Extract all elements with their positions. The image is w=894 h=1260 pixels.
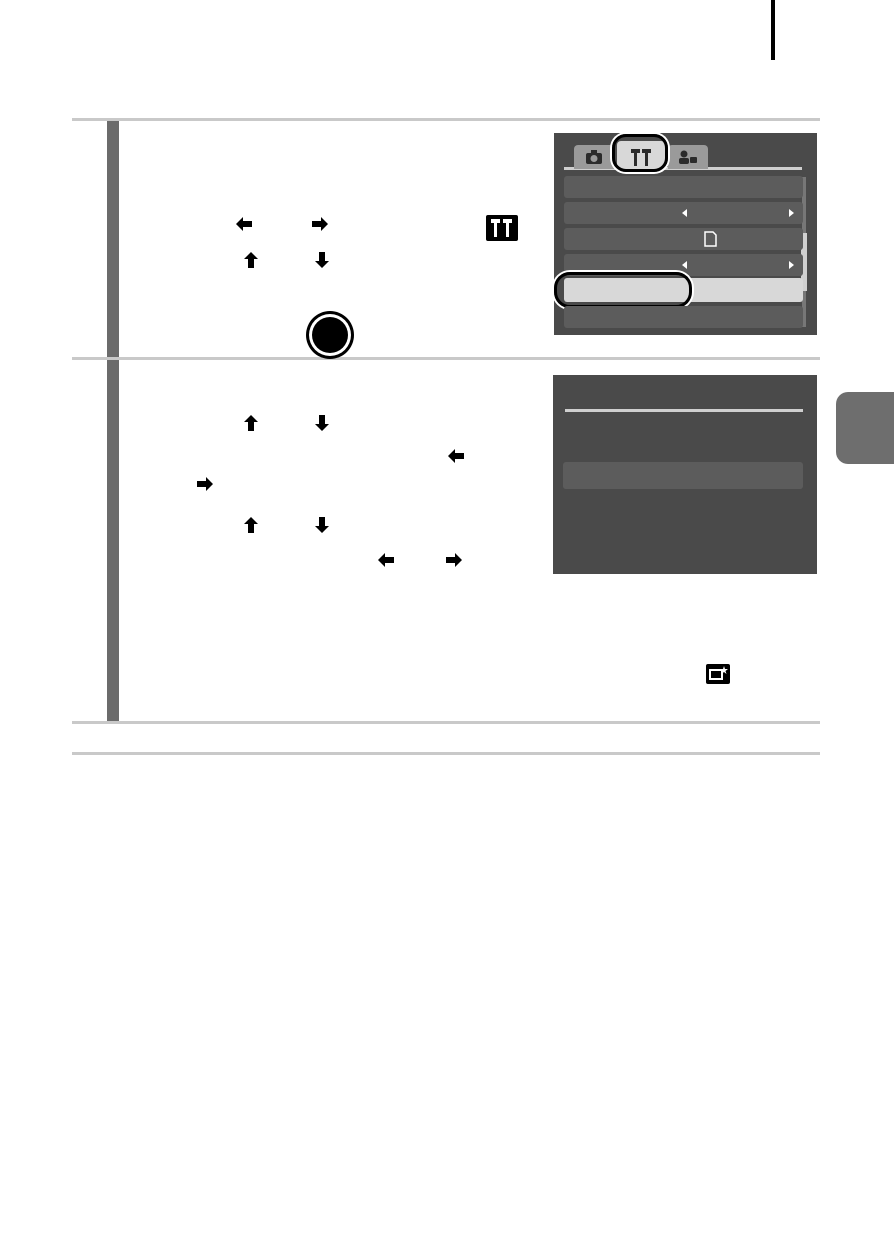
down-arrow-icon xyxy=(314,517,330,533)
up-arrow-icon xyxy=(243,252,259,268)
chapter-side-tab xyxy=(836,392,894,464)
func-set-button-icon xyxy=(306,311,354,359)
right-triangle-icon xyxy=(789,202,794,224)
right-arrow-icon xyxy=(197,476,213,492)
camera-tab[interactable] xyxy=(574,145,614,169)
up-arrow-icon xyxy=(243,517,259,533)
down-arrow-icon xyxy=(314,252,330,268)
camera-settings-screen xyxy=(554,133,817,335)
memory-card-icon xyxy=(704,231,717,247)
note-rule xyxy=(72,752,820,755)
menu-row-format[interactable] xyxy=(564,228,803,250)
right-triangle-icon xyxy=(789,254,794,276)
bottom-rule xyxy=(72,721,820,724)
page-edge-marker xyxy=(771,0,775,60)
create-folder-screen xyxy=(553,375,817,574)
auto-create-setting-visible[interactable] xyxy=(563,467,803,489)
left-arrow-icon xyxy=(378,552,394,568)
right-arrow-icon xyxy=(312,216,328,232)
up-arrow-icon xyxy=(243,415,259,431)
my-camera-tab[interactable] xyxy=(668,145,708,169)
left-arrow-icon xyxy=(236,216,252,232)
camera-tab-icon xyxy=(585,149,603,165)
top-rule xyxy=(72,118,820,121)
settings-tab-highlight xyxy=(612,134,668,172)
step-2-bar xyxy=(107,360,119,721)
menu-row-clock-display[interactable] xyxy=(564,202,803,224)
step-1-bar xyxy=(107,121,119,357)
title-underline xyxy=(565,409,803,412)
menu-row-date-time[interactable] xyxy=(564,176,803,198)
middle-rule xyxy=(72,357,820,360)
down-arrow-icon xyxy=(314,415,330,431)
new-folder-icon xyxy=(706,664,730,684)
my-camera-tab-icon xyxy=(678,149,698,165)
menu-row-auto-rotate[interactable] xyxy=(564,306,803,328)
right-arrow-icon xyxy=(446,552,462,568)
left-triangle-icon xyxy=(682,202,687,224)
create-folder-highlight xyxy=(554,272,692,308)
settings-tab-icon xyxy=(486,215,518,241)
left-arrow-icon xyxy=(448,448,464,464)
